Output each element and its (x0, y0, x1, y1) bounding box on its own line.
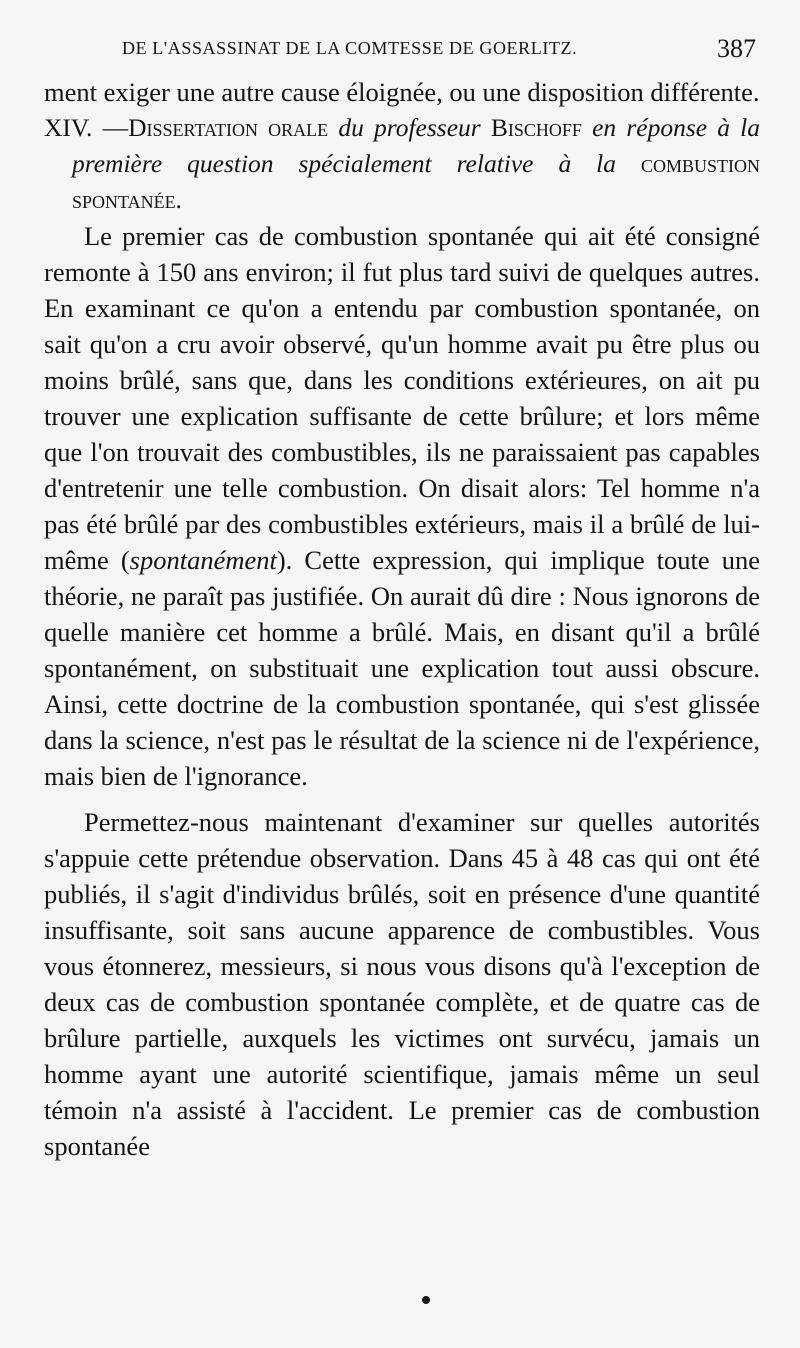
running-header (44, 34, 760, 74)
section-number: XIV. (44, 113, 93, 142)
body-text (44, 74, 760, 1164)
section-title-author: Bischoff (490, 113, 582, 142)
section-heading (44, 110, 760, 218)
running-title: DE L'ASSASSINAT DE LA COMTESSE DE GOERLITZ. (122, 38, 578, 58)
section-title-professor: du professeur (338, 113, 481, 142)
section-dash: — (102, 113, 129, 142)
footer-dot-ornament (422, 1296, 430, 1304)
page-number: 387 (717, 34, 756, 63)
section-title-combustion: combustion spontanée. (72, 149, 760, 214)
paragraph-1-text-b: ). Cette expression, qui implique toute une théorie, ne paraît pas justifiée. On aurait dû dire : Nous ignorons de quelle manière cet homme a brûlé. Mais, en disant qu'il a brûlé spontanément, on substituait une explication tout aussi obscure. Ainsi, cette doctrine de la combustion spontanée, qui s'est glissée dans la science, n'est pas le résultat de la science ni de l'expérience, mais bien de l'ignorance. (44, 545, 760, 791)
carryover-paragraph: ment exiger une autre cause éloignée, ou une disposition différente. (44, 77, 760, 107)
paragraph-1-italic: spontanément (129, 545, 277, 575)
section-title-dissertation: Dissertation orale (128, 113, 329, 142)
paragraph-1 (44, 218, 760, 794)
section-title-relative: en réponse à la première question spécialement relative à la (72, 113, 761, 178)
paragraph-1-text-a: Le premier cas de combustion spontanée qui ait été consigné remonte à 150 ans environ; il fut plus tard suivi de quelques autres. En examinant ce qu'on a entendu par combustion spontanée, on sait qu'on a cru avoir observé, qu'un homme avait pu être plus ou moins brûlé, sans que, dans les conditions extérieures, on ait pu trouver une explication suffisante de cette brûlure; et lors même que l'on trouvait des combustibles, ils ne paraissaient pas capables d'entretenir une telle combustion. On disait alors: Tel homme n'a pas été brûlé par des combustibles extérieurs, mais il a brûlé de lui-même ( (44, 221, 760, 575)
paragraph-2: Permettez-nous maintenant d'examiner sur quelles autorités s'appuie cette prétendue observation. Dans 45 à 48 cas qui ont été publiés, il s'agit d'individus brûlés, soit en présence d'une quantité insuffisante, soit sans aucune apparence de combustibles. Vous vous étonnerez, messieurs, si nous vous disons qu'à l'exception de deux cas de combustion spontanée complète, et de quatre cas de brûlure partielle, auxquels les victimes ont survécu, jamais un homme ayant une autorité scientifique, jamais même un seul témoin n'a assisté à l'accident. Le premier cas de combustion spontanée (44, 807, 760, 1161)
